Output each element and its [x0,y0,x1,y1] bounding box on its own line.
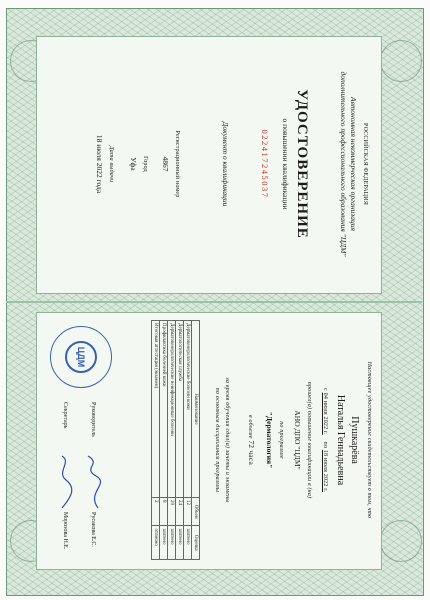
table-cell: зачтено [184,526,192,560]
table-cell: отлично [152,526,160,560]
org-line-2: дополнительного профессионального образования "ЦДМ" [339,71,348,257]
secretary-name: Морозова Н.Е. [62,512,68,550]
ornament-circle [380,520,422,562]
reg-number-value: 4867 [161,156,170,172]
table-cell: зачтено [176,526,184,560]
table-cell: зачтено [168,526,176,560]
chairman-label: Руководитель [90,402,96,437]
organization-stamp [50,326,112,388]
intro-text: Настоящее удостоверение свидетельствует о том, что [366,361,372,519]
program-label: по программе [278,421,284,459]
reg-number-label: Регистрационный номер [174,130,180,198]
volume-line [247,312,256,568]
table-cell: Итоговая аттестация (экзамен) [152,321,160,498]
document-note: Документ о квалификации [221,121,230,207]
table-cell: 2 [152,497,160,526]
serial-number: 022417245037 [260,129,270,199]
issue-date-label: Дата выдачи [108,145,114,183]
table-row [176,321,184,560]
table-row [168,321,176,560]
document-title: УДОСТОВЕРЕНИЕ [294,89,310,239]
ornament-circle [380,40,422,82]
from-label: с [322,388,328,391]
holder-given-names: Наталья Геннадьевна [335,394,346,486]
secretary-signature [54,452,76,512]
from-date: 04 июля 2022 г. [322,392,328,435]
volume-label: в объеме [247,415,253,439]
table-cell: Профилактика болезней кожи [160,321,168,498]
table-cell: зачтено [160,526,168,560]
table-cell: 8 [160,497,168,526]
table-cell: Дерматовенерологические болезни кожи [184,321,192,498]
passed-text: прошел(а) повышение квалификации в (на) [306,381,312,499]
table-row [184,321,192,560]
chairman-signature [82,452,104,512]
table-header-cell: Оценка [192,526,200,560]
document-subtitle: о повышении квалификации [281,118,290,210]
chairman-name: Русакова Е.С. [90,512,96,547]
table-cell: 20 [168,497,176,526]
table-cell: Дерматовенерологические неинфекционные болезни [168,321,176,498]
secretary-label: Секретарь [62,402,68,429]
exam-text-2: по основным дисциплинам программы [214,387,220,493]
table-header-cell: Наименование [192,321,200,498]
table-cell: 12 [184,497,192,526]
city-label: Город [142,156,148,172]
modules-table [151,320,200,560]
holder-surname: Пушкарёва [349,416,360,464]
table-cell: Дерматологическая служба [176,321,184,498]
stamp-logo: ЦДМ [65,341,97,373]
city-value: Уфа [129,157,138,171]
org-line-1: Автономная некоммерческая организация [349,97,358,231]
exam-text-1: за время обучения сдал(а) зачеты и экзамены [224,377,230,503]
program-name: "Дерматология" [265,411,274,469]
table-header-row [192,321,200,560]
table-cell: 24 [176,497,184,526]
title-section [36,36,380,292]
table-row [152,321,160,560]
to-label: по [322,441,328,449]
to-date: 18 июля 2022 г. [322,449,328,492]
issue-date-value: 18 июля 2022 года [95,134,104,194]
fold-line [6,301,422,303]
table-row [160,321,168,560]
organization-name: АНО ДПО "ЦДМ" [293,410,302,470]
content-section [36,312,380,568]
study-period [322,312,328,568]
country-label: РОССИЙСКАЯ ФЕДЕРАЦИЯ [362,122,368,206]
volume-value: 72 часа [247,440,256,465]
table-header-cell: Объем [192,497,200,526]
